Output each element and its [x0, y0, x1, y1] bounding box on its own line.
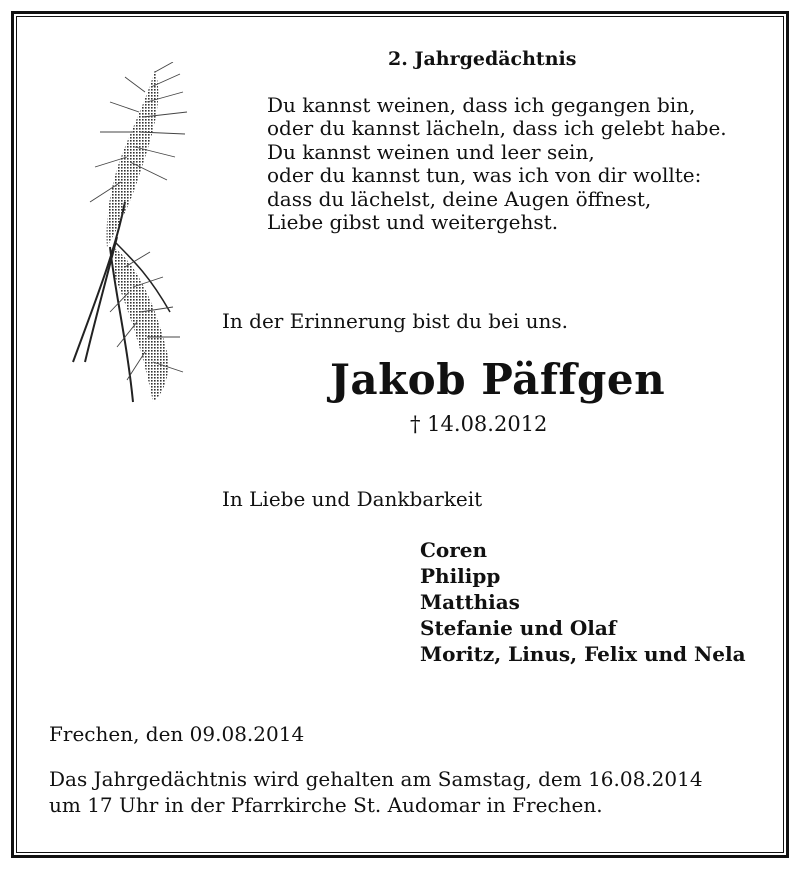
signer: Stefanie und Olaf	[420, 616, 617, 640]
memory-line: In der Erinnerung bist du bei uns.	[222, 309, 569, 333]
love-line: In Liebe und Dankbarkeit	[222, 487, 483, 511]
signer: Philipp	[420, 564, 501, 588]
service-line: Das Jahrgedächtnis wird gehalten am Samstag, dem 16.08.2014	[49, 767, 703, 791]
poem-line: oder du kannst lächeln, dass ich gelebt habe.	[267, 116, 727, 141]
poem	[267, 94, 727, 234]
death-date: † 14.08.2012	[410, 412, 548, 436]
poem-line: Liebe gibst und weitergehst.	[267, 210, 559, 235]
place-date: Frechen, den 09.08.2014	[49, 722, 305, 746]
signer: Moritz, Linus, Felix und Nela	[420, 642, 746, 666]
service-line: um 17 Uhr in der Pfarrkirche St. Audomar in Frechen.	[49, 793, 603, 817]
service-info	[49, 766, 703, 818]
poem-line: oder du kannst tun, was ich von dir wollte:	[267, 163, 702, 188]
wheat-ear-icon	[55, 62, 200, 407]
deceased-name: Jakob Päffgen	[330, 355, 666, 404]
signers-list	[420, 537, 746, 667]
poem-line: dass du lächelst, deine Augen öffnest,	[267, 186, 652, 211]
poem-line: Du kannst weinen, dass ich gegangen bin,	[267, 93, 696, 117]
poem-line: Du kannst weinen und leer sein,	[267, 139, 595, 164]
signer: Matthias	[420, 590, 520, 614]
anniversary-heading: 2. Jahrgedächtnis	[388, 48, 577, 70]
signer: Coren	[420, 538, 488, 562]
